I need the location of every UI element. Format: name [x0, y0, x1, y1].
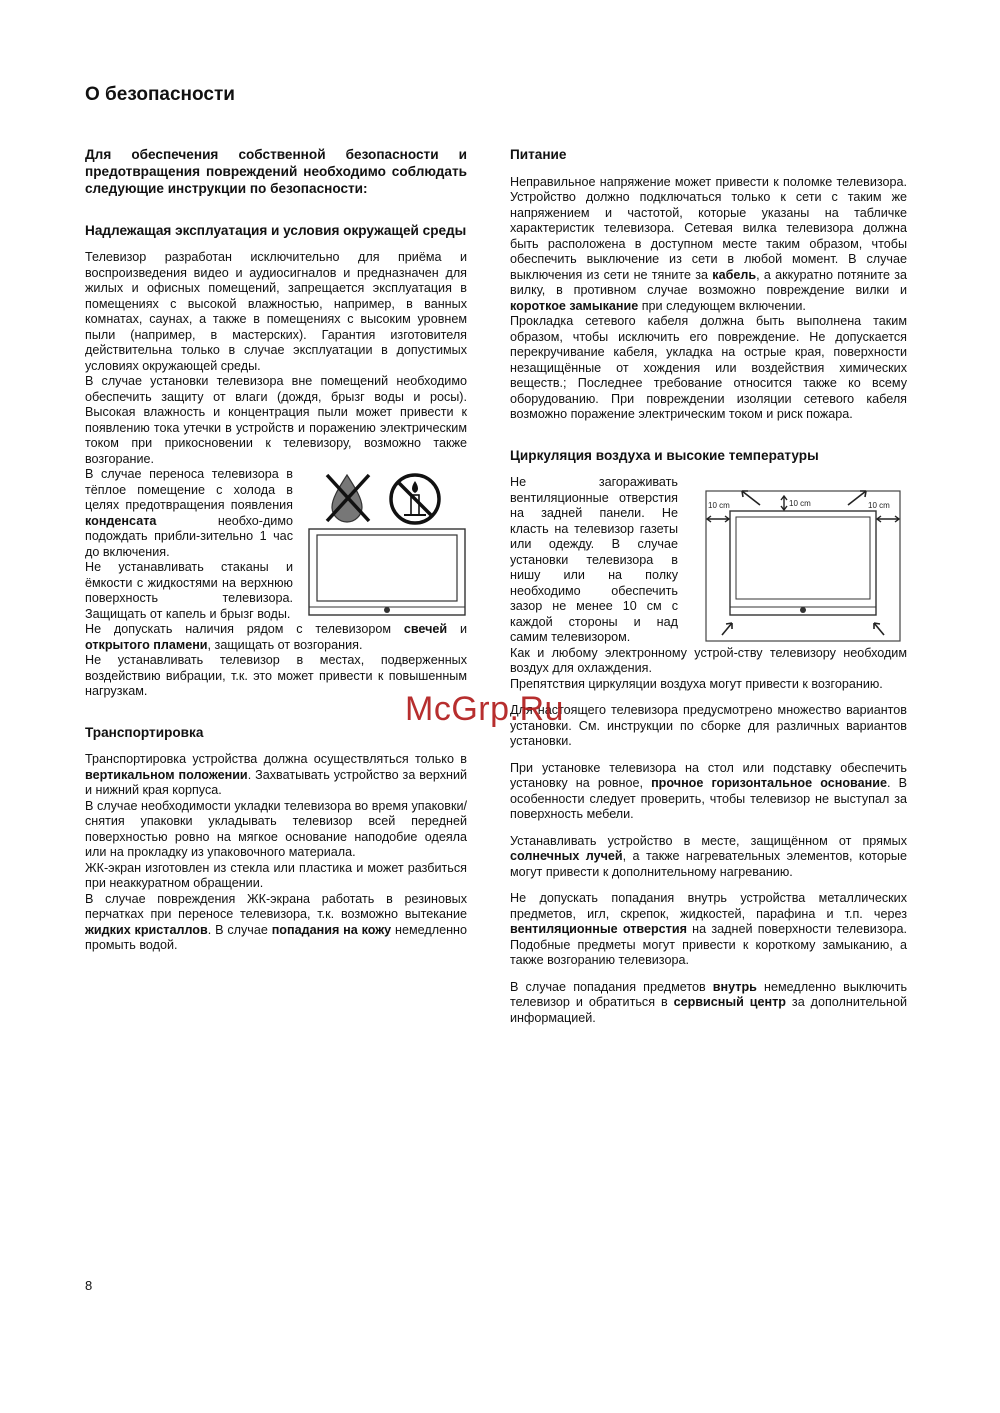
- left-column: [85, 146, 467, 954]
- ventilation-paragraph-8: В случае попадания предметов внутрь немедленно выключить телевизор и обратиться в сервисный центр за дополнительной информацией.: [510, 979, 908, 1025]
- right-column: [510, 146, 907, 1026]
- operation-paragraph-2: В случае установки телевизора вне помещений необходимо обеспечить защиту от влаги (дождя, брызг воды и росы). Высокая влажность и концентрация пыли может привести к появлению тока утечки в устройств и поражению электрическим током при прикосновении к телевизору, возможно также возгорание.: [85, 374, 467, 466]
- power-paragraph-2: Прокладка сетевого кабеля должна быть выполнена таким образом, чтобы исключить его повреждение. Не допускается перекручивание кабеля, укладка на острые края, поверхности незащищённые от хождения или воздействия химических веществ.; Последнее требование относится также ко всему оборудованию. При повреждении изоляции сетевого кабеля возможно поражение электрическим током и риск пожара.: [510, 314, 907, 421]
- tv-front-drawing: [309, 529, 465, 615]
- clearance-label-left: 10 cm: [708, 501, 730, 510]
- ventilation-paragraph-7: Не допускать попадания внутрь устройства металлических предметов, игл, скрепок, жидкостей, парафина и т.п. через вентиляционные отверстия на задней поверхности телевизора. Подобные предметы могут привести к короткому замыканию, а также возгоранию телевизора.: [510, 891, 907, 967]
- section-heading-power: Питание: [510, 147, 567, 162]
- tv-warning-illustration: [307, 469, 467, 619]
- ventilation-paragraph-2: Как и любому электронному устрой-ству телевизору необходим воздух для охлаждения.: [510, 645, 907, 675]
- no-liquids-icon: [327, 475, 369, 522]
- ventilation-paragraph-3: Препятствия циркуляции воздуха могут привести к возгоранию.: [510, 676, 883, 691]
- page-title: О безопасности: [85, 84, 235, 105]
- page-number: 8: [85, 1278, 93, 1293]
- clearance-label-top: 10 cm: [789, 499, 811, 508]
- transport-paragraph-2: В случае необходимости укладки телевизора во время упаковки/снятия упаковки укладывать телевизор всей передней поверхностью ровно на мягкое основание наподобие одеяла или на прокладку из упаковочного материала.: [85, 798, 467, 860]
- section-heading-ventilation: Циркуляция воздуха и высокие температуры: [510, 447, 819, 463]
- operation-paragraph-1: Телевизор разработан исключительно для приёма и воспроизведения видео и аудиосигналов и предназначен для жилых и офисных помещений, запрещается эксплуатация в помещениях с высокой влажностью, например, в ванных комнатах, саунах, а также в помещениях с высоким уровнем пыли (например, в мастерских). Гарантия изготовителя действительна только в случае эксплуатации в допустимых условиях окружающей среды.: [85, 250, 467, 373]
- clearance-label-right: 10 cm: [868, 501, 890, 510]
- operation-figure-block: [85, 467, 467, 653]
- ventilation-paragraph-1: Не загораживать вентиляционные отверстия на задней панели. Не класть на телевизор газеты или одежду. В случае установки телевизора в нишу или на полку необходимо обеспечить зазор не менее 10 см с каждой стороны и над самим телевизором.: [510, 475, 678, 644]
- operation-paragraph-5: Не допускать наличия рядом с телевизором свечей и открытого пламени, защищать от возгорания.: [85, 622, 467, 652]
- section-heading-transport: Транспортировка: [85, 724, 204, 740]
- section-heading-operation: Надлежащая эксплуатация и условия окружащей среды: [85, 222, 467, 238]
- ventilation-clearance-diagram: [702, 475, 907, 643]
- watermark: McGrp.Ru: [405, 690, 564, 728]
- transport-paragraph-1: Транспортировка устройства должна осуществляться только в вертикальном положении. Захватывать устройство за верхний и нижний края корпуса.: [85, 752, 468, 798]
- intro-text: Для обеспечения собственной безопасности и предотвращения повреждений необходимо соблюдать следующие инструкции по безопасности:: [85, 147, 467, 197]
- transport-paragraph-4: В случае повреждения ЖК-экрана работать в резиновых перчатках при переносе телевизора, т.к. возможно вытекание жидких кристаллов. В случае попадания на кожу немедленно промыть водой.: [85, 891, 467, 953]
- ventilation-figure-block: [510, 475, 907, 692]
- transport-paragraph-3: ЖК-экран изготовлен из стекла или пластика и может разбиться при неаккуратном обращении.: [85, 860, 467, 891]
- operation-paragraph-6: Не устанавливать телевизор в местах, подверженных воздействию вибрации, т.к. это может привести к повышенным нагрузкам.: [85, 653, 467, 699]
- operation-paragraph-4: Не устанавливать стаканы и ёмкости с жидкостями на верхнюю поверхность телевизора. Защищать от капель и брызг воды.: [85, 560, 293, 621]
- ventilation-paragraph-6: Устанавливать устройство в месте, защищённом от прямых солнечных лучей, а также нагревательных элементов, которые могут привести к дополнительному нагреванию.: [510, 833, 907, 879]
- no-open-flame-icon: [391, 475, 439, 523]
- operation-paragraph-3: В случае переноса телевизора в тёплое помещение с холода в целях предотвращения появления конденсата необхо-димо подождать прибли-зительно 1 час до включения.: [85, 467, 293, 559]
- power-paragraph-1: Неправильное напряжение может привести к поломке телевизора. Устройство должно подключаться только к сети с таким же напряжением и частотой, которые указаны на табличке характеристик телевизора. Сетевая вилка телевизора должна быть расположена в доступном месте таким образом, чтобы обеспечить выключение из сети в любой момент. В случае выключения из сети не тяните за кабель, а аккуратно потяните за вилку, в противном случае возможно повреждение вилки и короткое замыкание при следующем включении.: [510, 174, 908, 313]
- ventilation-paragraph-5: При установке телевизора на стол или подставку обеспечить установку на ровное, прочное горизонтальное основание. В особенности следует проверить, чтобы телевизор не выступал за поверхность мебели.: [510, 760, 907, 821]
- ventilation-paragraph-4: Для настоящего телевизора предусмотрено множество вариантов установки. См. инструкции по сборке для различных вариантов установки.: [510, 703, 907, 748]
